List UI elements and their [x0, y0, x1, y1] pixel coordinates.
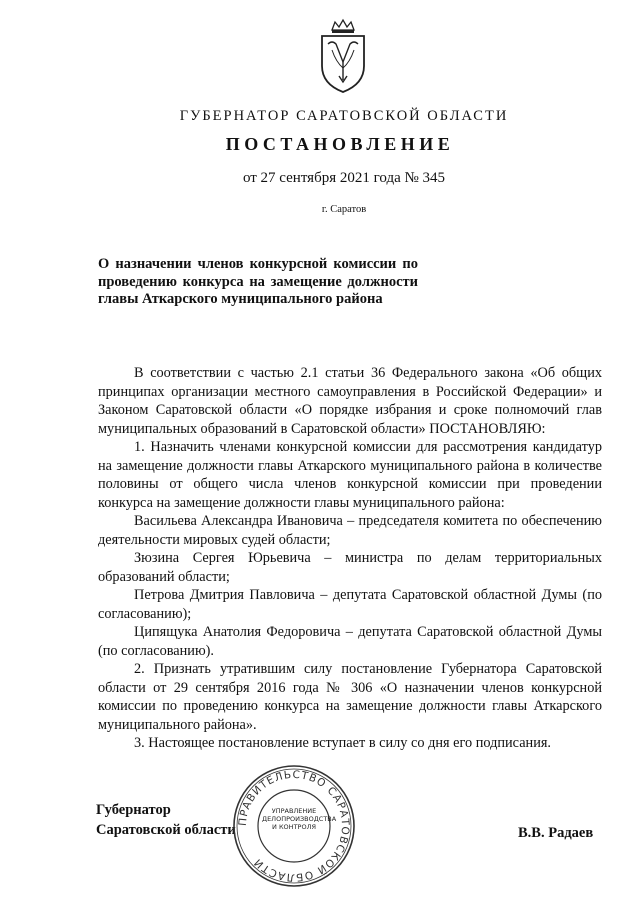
document-body [98, 364, 602, 753]
paragraph-item-2: 2. Признать утратившим силу постановление Губернатора Саратовской области от 29 сентября 2016 года № 306 «О назначении членов конкурсной комиссии по проведению конкурса на замещение должности главы Аткарского муниципального района». [98, 661, 602, 733]
seal-inner-line: УПРАВЛЕНИЕ [271, 807, 317, 815]
document-subject: О назначении членов конкурсной комиссии по проведению конкурса на замещение должности главы Аткарского муниципального района [98, 256, 418, 307]
document-date: от 27 сентября 2021 года № 345 [242, 170, 446, 186]
signatory-title [96, 800, 236, 840]
document-type: ПОСТАНОВЛЕНИЕ [225, 134, 455, 154]
signatory-name: В.В. Радаев [518, 825, 594, 841]
coat-of-arms-icon [318, 18, 368, 94]
member-entry: Петрова Дмитрия Павловича – депутата Саратовской областной Думы (по согласованию); [98, 587, 602, 622]
paragraph-item-3: 3. Настоящее постановление вступает в силу со дня его подписания. [134, 735, 551, 751]
member-entry: Васильева Александра Ивановича – председателя комитета по обеспечению деятельности мировых судей области; [98, 513, 602, 548]
seal-inner-line: И КОНТРОЛЯ [272, 823, 316, 831]
member-entry: Зюзина Сергея Юрьевича – министра по делам территориальных образований области; [98, 550, 602, 585]
authority-title: ГУБЕРНАТОР САРАТОВСКОЙ ОБЛАСТИ [179, 108, 509, 124]
signatory-title-line: Саратовской области [96, 822, 236, 838]
signatory-title-line: Губернатор [96, 802, 171, 818]
seal-ring-text: ПРАВИТЕЛЬСТВО САРАТОВСКОЙ ОБЛАСТИ [236, 768, 352, 884]
document-city: г. Саратов [321, 204, 367, 215]
paragraph-item-1: 1. Назначить членами конкурсной комиссии для рассмотрения кандидатур на замещение должности главы Аткарского муниципального района в количестве половины от общего числа членов конкурсной комиссии при проведении конкурса на замещение должности главы муниципального района: [98, 439, 602, 511]
paragraph-preamble: В соответствии с частью 2.1 статьи 36 Федерального закона «Об общих принципах организации местного самоуправления в Российской Федерации» и Законом Саратовской области «О порядке избрания и сроке полномочий глав муниципальных образований в Саратовской области» ПОСТАНОВЛЯЮ: [98, 365, 602, 437]
seal-inner-text [262, 807, 337, 831]
seal-inner-line: ДЕЛОПРОИЗВОДСТВА [262, 815, 337, 823]
member-entry: Ципящука Анатолия Федоровича – депутата Саратовской областной Думы (по согласованию). [98, 624, 602, 659]
